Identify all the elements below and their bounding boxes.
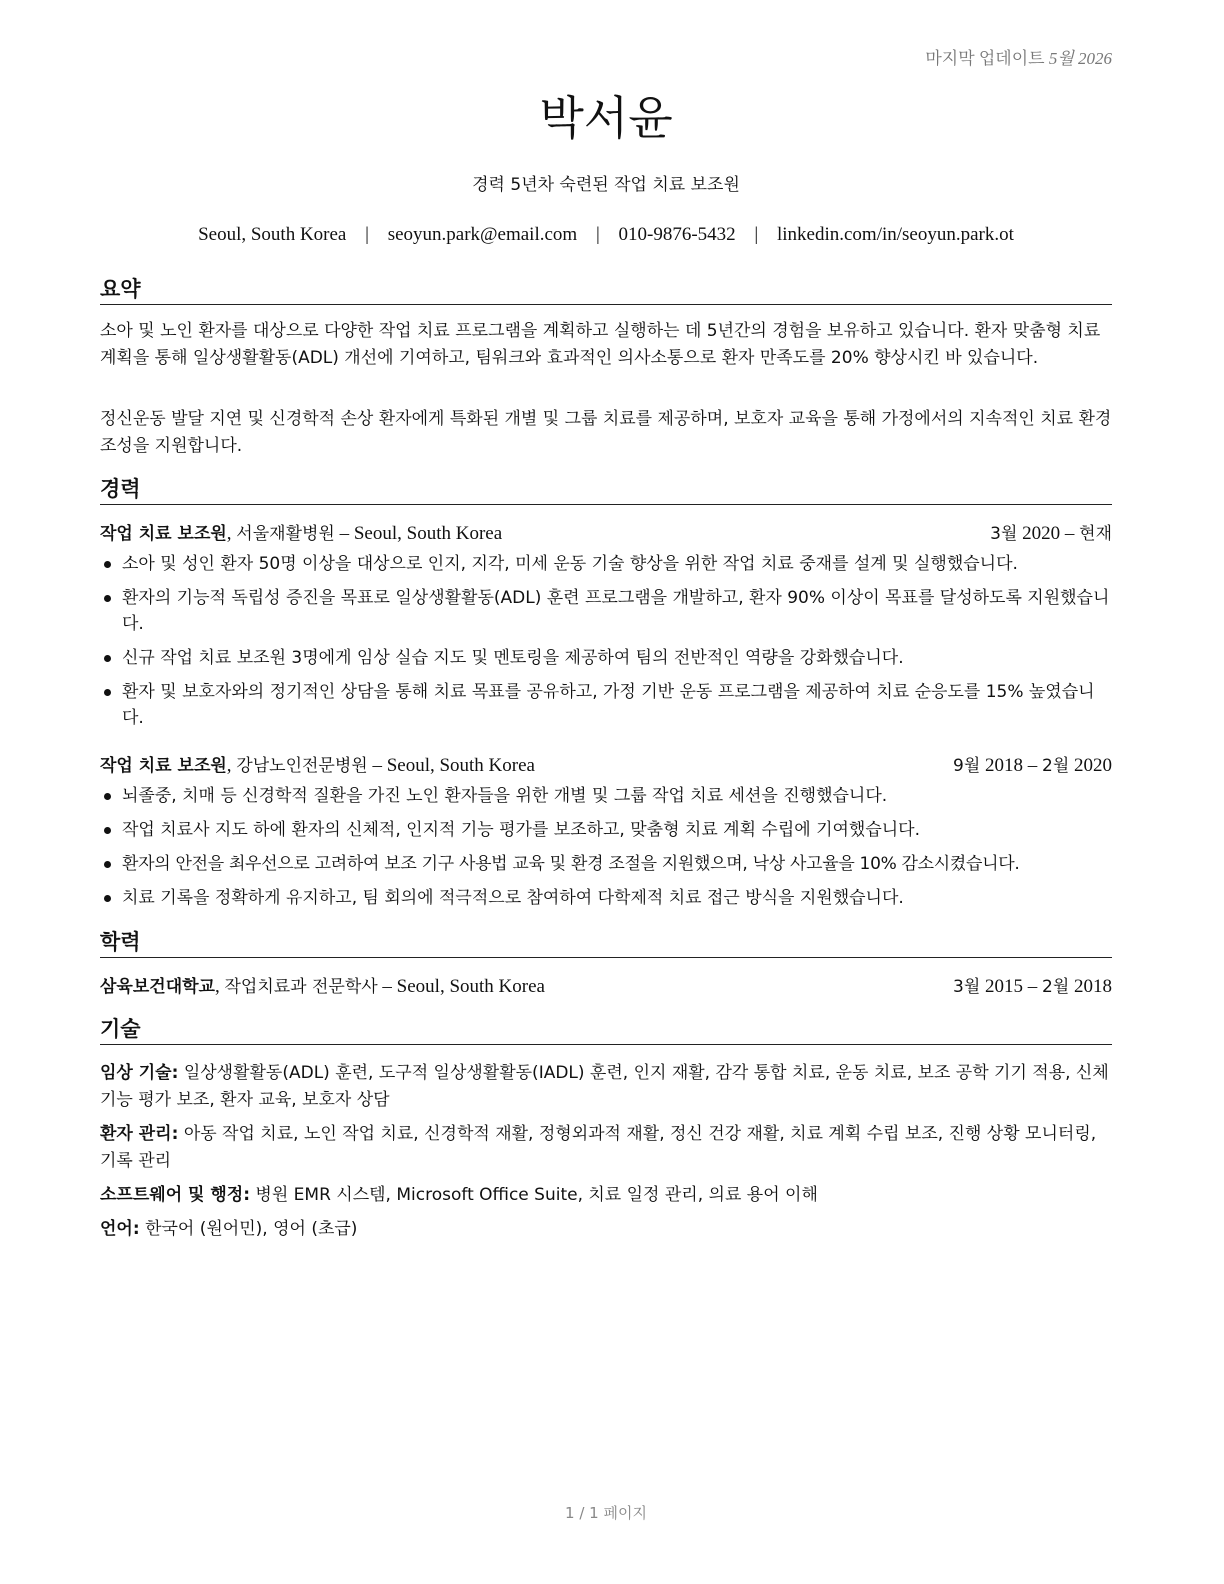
skill-value: 아동 작업 치료, 노인 작업 치료, 신경학적 재활, 정형외과적 재활, 정신 건강 재활, 치료 계획 수립 보조, 진행 상황 모니터링, 기록 관리 [100, 1124, 1097, 1171]
job-end-year: 2020 [1074, 755, 1112, 776]
job-start-year: 2020 [1022, 523, 1061, 544]
list-item: 환자의 기능적 독립성 증진을 목표로 일상생활활동(ADL) 훈련 프로그램을 개발하고, 환자 90% 이상이 목표를 달성하도록 지원했습니다. [100, 585, 1112, 637]
skill-value: 병원 EMR 시스템, Microsoft Office Suite, 치료 일정 관리, 의료 용어 이해 [255, 1185, 818, 1205]
job-start-month: 3월 [990, 524, 1018, 544]
education-entry: 삼육보건대학교, 작업치료과 전문학사 – Seoul, South Korea 3월 2015 – 2월 2018 [100, 976, 1112, 997]
skill-row [100, 1121, 1112, 1175]
edu-end-year: 2018 [1074, 976, 1112, 997]
degree: 작업치료과 전문학사 [224, 977, 378, 997]
list-item: 작업 치료사 지도 하에 환자의 신체적, 인지적 기능 평가를 보조하고, 맞춤형 치료 계획 수립에 기여했습니다. [100, 817, 1112, 843]
skill-row [100, 1182, 1112, 1209]
job-role: 작업 치료 보조원 [100, 756, 227, 776]
updated-month: 5월 [1048, 49, 1074, 68]
contact-separator: | [595, 224, 600, 245]
list-item: 환자의 안전을 최우선으로 고려하여 보조 기구 사용법 교육 및 환경 조절을 지원했으며, 낙상 사고율을 10% 감소시켰습니다. [100, 851, 1112, 877]
tagline: 경력 5년차 숙련된 작업 치료 보조원 [472, 175, 740, 195]
job-location: Seoul, South Korea [353, 523, 503, 544]
section-title-summary: 요약 [100, 276, 1112, 305]
edu-end-month: 2월 [1042, 977, 1070, 997]
list-item: 뇌졸중, 치매 등 신경학적 질환을 가진 노인 환자들을 위한 개별 및 그룹 작업 치료 세션을 진행했습니다. [100, 783, 1112, 809]
resume-page [100, 0, 1112, 1584]
job-bullets [100, 551, 1112, 739]
skill-label: 환자 관리: [100, 1124, 179, 1144]
last-updated [925, 44, 1112, 69]
contact-linkedin[interactable]: linkedin.com/in/seoyun.park.ot [776, 224, 1014, 245]
skill-row [100, 1060, 1112, 1114]
skill-value: 일상생활활동(ADL) 훈련, 도구적 일상생활활동(IADL) 훈련, 인지 재활, 감각 통합 치료, 운동 치료, 보조 공학 기기 적용, 신체 기능 평가 보조, 환자 교육, 보호자 상담 [100, 1063, 1109, 1110]
section-title-skills: 기술 [100, 1016, 1112, 1045]
contact-phone[interactable]: 010-9876-5432 [618, 224, 736, 245]
skill-value: 한국어 (원어민), 영어 (초급) [145, 1219, 358, 1239]
school-name: 삼육보건대학교 [100, 977, 215, 997]
contact-separator: | [754, 224, 759, 245]
page-number: 1 / 1 페이지 [565, 1504, 647, 1522]
job-org: 서울재활병원 [236, 524, 335, 544]
job-location: Seoul, South Korea [386, 755, 535, 776]
skill-row [100, 1216, 1112, 1243]
job-header: 작업 치료 보조원, 서울재활병원 – Seoul, South Korea 3월 2020 – 현재 [100, 523, 1112, 544]
updated-label: 마지막 업데이트 [925, 49, 1045, 68]
skill-label: 언어: [100, 1219, 140, 1239]
candidate-name: 박서윤 [539, 91, 673, 145]
job-end: 현재 [1079, 524, 1112, 544]
skill-label: 임상 기술: [100, 1063, 179, 1083]
contact-email[interactable]: seoyun.park@email.com [387, 224, 578, 245]
updated-year: 2026 [1078, 49, 1112, 68]
education-dates: 3월 2015 – 2월 2018 [953, 976, 1112, 997]
list-item: 소아 및 성인 환자 50명 이상을 대상으로 인지, 지각, 미세 운동 기술 향상을 위한 작업 치료 중재를 설계 및 실행했습니다. [100, 551, 1112, 577]
job-start-month: 9월 [953, 756, 981, 776]
job-end-month: 2월 [1042, 756, 1070, 776]
list-item: 환자 및 보호자와의 정기적인 상담을 통해 치료 목표를 공유하고, 가정 기반 운동 프로그램을 제공하여 치료 순응도를 15% 높였습니다. [100, 679, 1112, 731]
section-title-experience: 경력 [100, 476, 1112, 505]
contact-line [100, 224, 1112, 246]
job-bullets [100, 783, 1112, 919]
job-role: 작업 치료 보조원 [100, 524, 227, 544]
job-start-year: 2018 [985, 755, 1023, 776]
list-item: 신규 작업 치료 보조원 3명에게 임상 실습 지도 및 멘토링을 제공하여 팀의 전반적인 역량을 강화했습니다. [100, 645, 1112, 671]
job-dates: 3월 2020 – 현재 [990, 523, 1112, 544]
education-location: Seoul, South Korea [396, 976, 545, 997]
summary-paragraph-2: 정신운동 발달 지연 및 신경학적 손상 환자에게 특화된 개별 및 그룹 치료를 제공하며, 보호자 교육을 통해 가정에서의 지속적인 치료 환경 조성을 지원합니다. [100, 409, 1112, 456]
contact-separator: | [365, 224, 369, 245]
edu-start-year: 2015 [985, 976, 1023, 997]
contact-location: Seoul, South Korea [198, 224, 347, 245]
edu-start-month: 3월 [953, 977, 981, 997]
job-header: 작업 치료 보조원, 강남노인전문병원 – Seoul, South Korea 9월 2018 – 2월 2020 [100, 755, 1112, 776]
summary-paragraph-1: 소아 및 노인 환자를 대상으로 다양한 작업 치료 프로그램을 계획하고 실행하는 데 5년간의 경험을 보유하고 있습니다. 환자 맞춤형 치료 계획을 통해 일상생활활동(ADL) 개선에 기여하고, 팀워크와 효과적인 의사소통으로 환자 만족도를 20% 향상시킨 바 있습니다. [100, 321, 1101, 368]
skill-label: 소프트웨어 및 행정: [100, 1185, 251, 1205]
job-dates: 9월 2018 – 2월 2020 [953, 755, 1112, 776]
section-title-education: 학력 [100, 929, 1112, 958]
list-item: 치료 기록을 정확하게 유지하고, 팀 회의에 적극적으로 참여하여 다학제적 치료 접근 방식을 지원했습니다. [100, 885, 1112, 911]
job-org: 강남노인전문병원 [236, 756, 368, 776]
